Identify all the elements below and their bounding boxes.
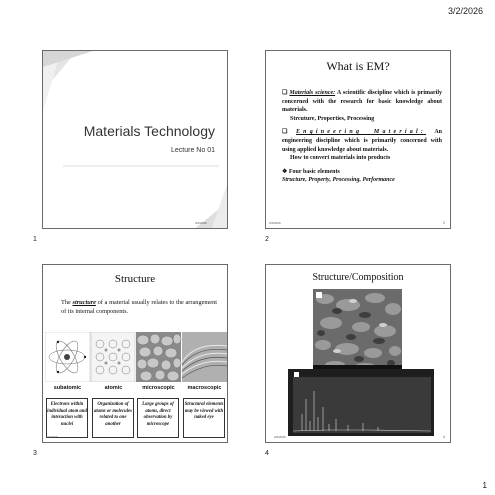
- definition-engineering-material: ❑ Engineering Material: An engineering discipline which is primarily concerned with using applied knowledge about materials.: [282, 129, 442, 153]
- slide-subtitle: Lecture No 01: [171, 147, 215, 154]
- four-basic-elements: ❖ Four basic elements: [282, 168, 340, 175]
- eng-purpose: How to convert materials into products: [290, 155, 391, 162]
- slide-footer-date: 3/2/2026: [46, 435, 58, 439]
- slide-footer-number: 2: [443, 221, 445, 225]
- scale-description-microscopic: Large groups of atoms, direct observation by microscope: [137, 398, 179, 438]
- slide-footer-number: 4: [443, 435, 445, 439]
- scale-caption-macroscopic: macroscopic: [187, 385, 222, 391]
- scale-caption-subatomic: subatomic: [53, 385, 82, 391]
- scale-description-macroscopic: Structural elements may be viewed with naked eye: [183, 398, 225, 438]
- slide-title: Materials Technology: [83, 123, 215, 139]
- slide-footer-date: 3/2/2026: [269, 221, 281, 225]
- slide-decoration: [43, 51, 228, 229]
- structure-scales-images: [45, 332, 227, 382]
- structure-definition: The structure of a material usually relates to the arrangement of its internal components.: [61, 299, 217, 315]
- slide-title: What is EM?: [326, 59, 390, 73]
- slide-body: [282, 89, 442, 185]
- sem-micrograph-image: [313, 289, 402, 371]
- slide-footer-date: 3/2/2026: [195, 221, 207, 225]
- scale-description-atomic: Organization of atoms or molecules related to one another: [92, 398, 134, 438]
- scale-caption-microscopic: microscopic: [142, 385, 175, 391]
- definition-materials-science: ❑ Materials science: A scientific discipline which is primarily concerned with the research for basic knowledge about materials.: [282, 90, 442, 114]
- element-list: Structure, Property, Processing, Performance: [282, 177, 395, 184]
- slide-2[interactable]: [265, 50, 451, 229]
- slide-number: 2: [265, 236, 269, 243]
- slide-number: 4: [265, 450, 269, 457]
- slide-number: 1: [33, 236, 37, 243]
- slide-footer-date: 3/2/2026: [274, 435, 286, 439]
- slide-number: 3: [33, 450, 37, 457]
- print-date: 3/2/2026: [447, 6, 483, 16]
- page-number: 1: [482, 481, 487, 490]
- eds-spectrum-image: [288, 369, 434, 436]
- scale-description-subatomic: Electrons within individual atom and interaction with nuclei: [46, 398, 88, 438]
- ms-elements: Strcuture, Properties, Processing: [290, 115, 375, 122]
- slide-1[interactable]: [42, 50, 228, 229]
- slide-title: Structure/Composition: [312, 272, 404, 283]
- slide-title: Structure: [114, 273, 156, 285]
- slide-4[interactable]: [265, 264, 451, 443]
- scale-caption-atomic: atomic: [104, 385, 123, 391]
- slide-3[interactable]: [42, 264, 228, 443]
